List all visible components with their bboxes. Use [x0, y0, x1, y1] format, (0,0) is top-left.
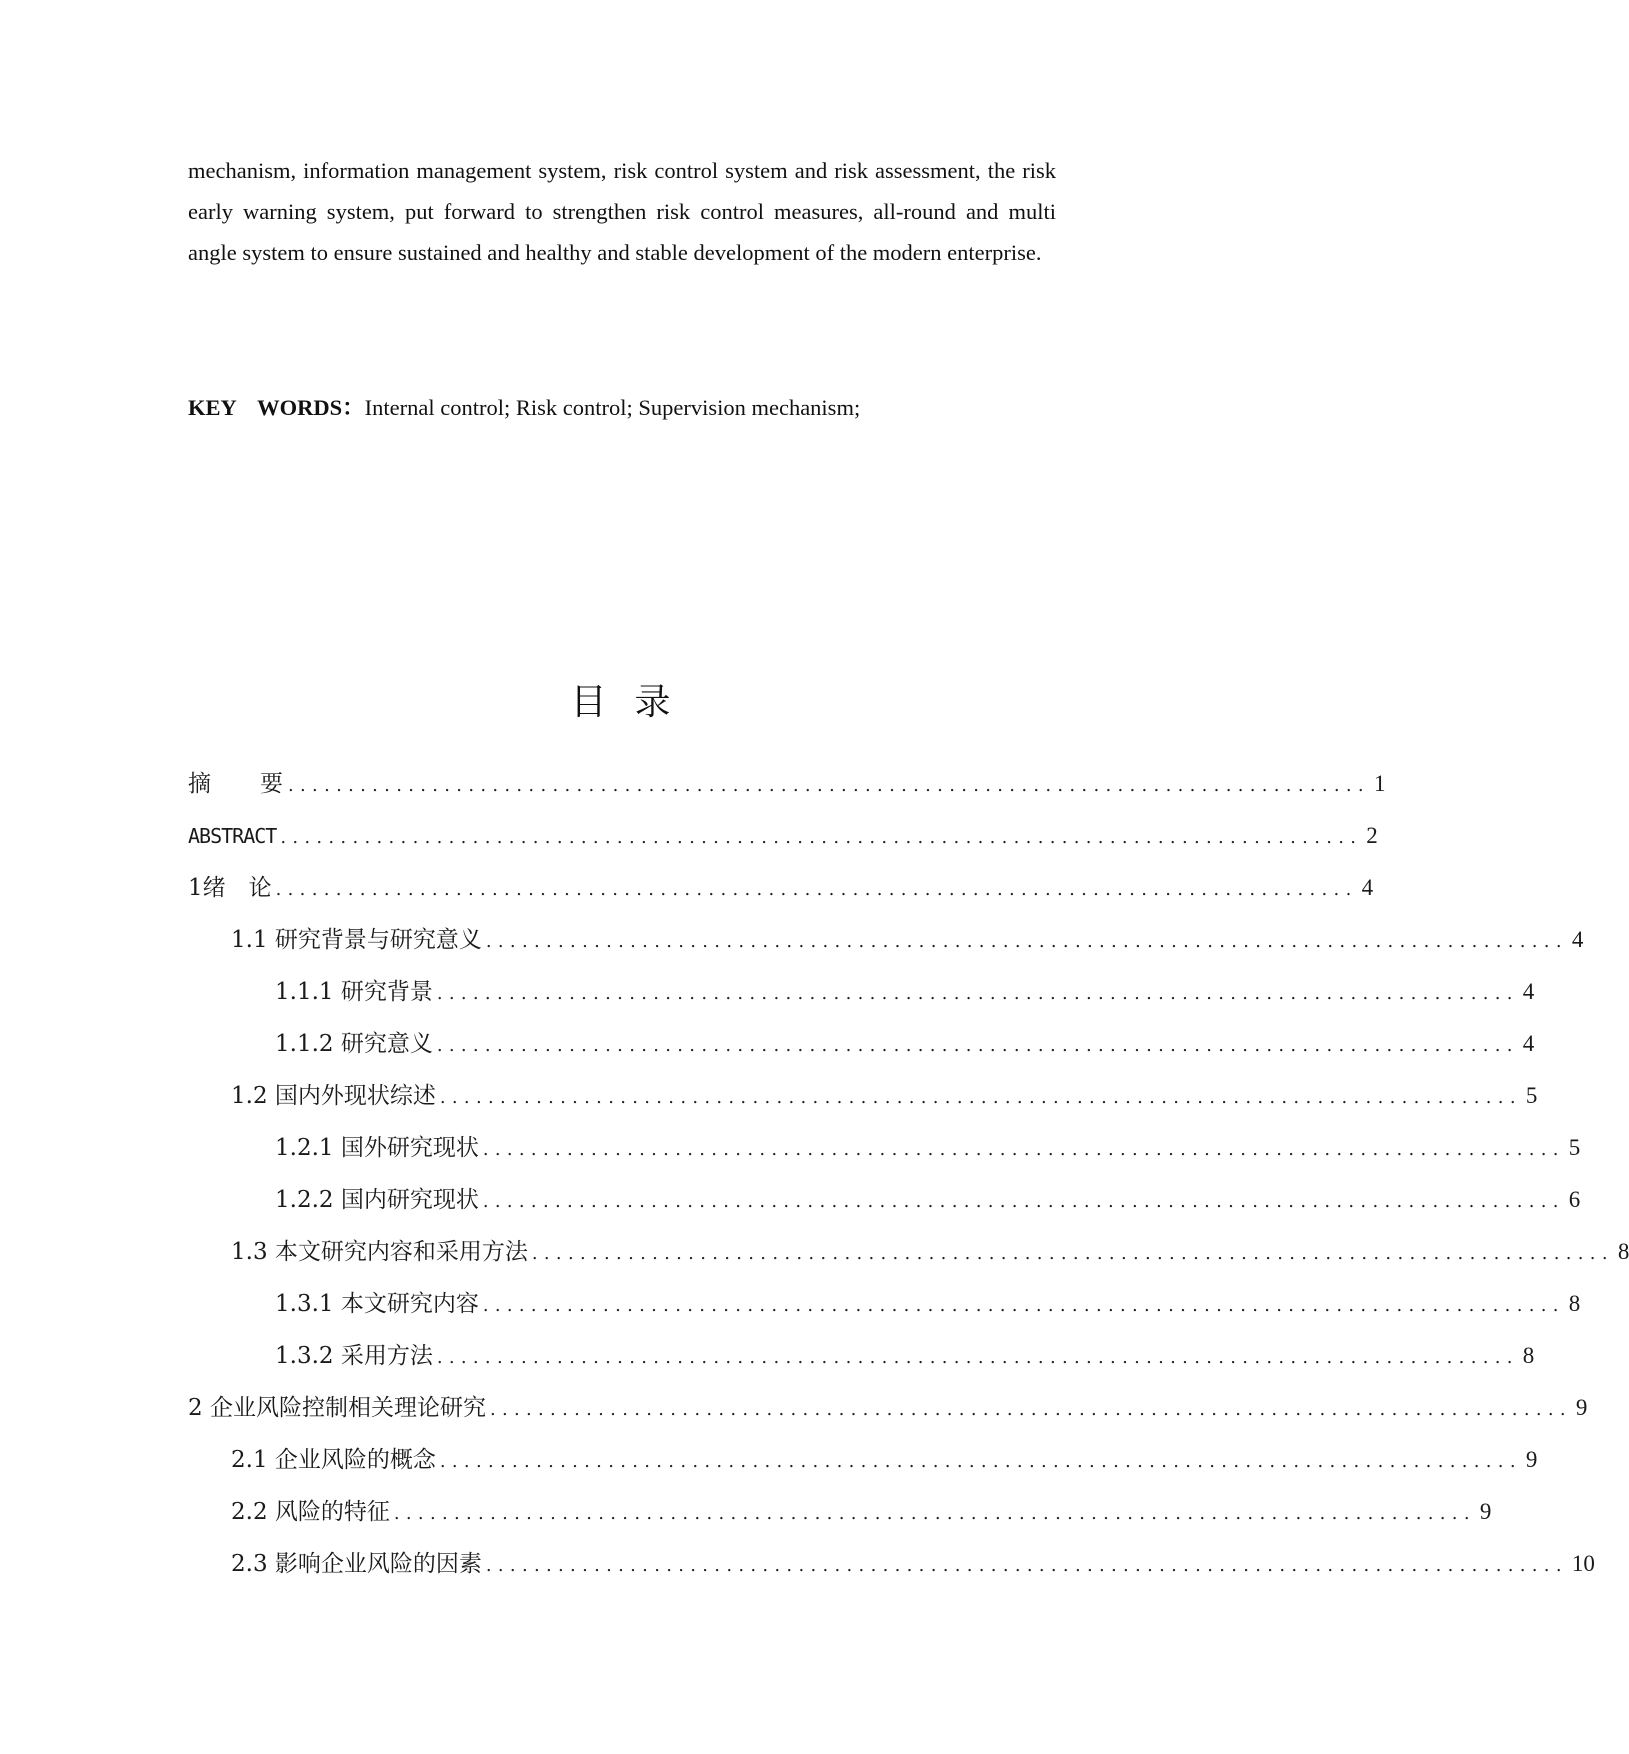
toc-dot-leader: ..........................................................................................: [482, 1191, 1565, 1212]
toc-dot-leader: ..........................................................................................: [482, 1295, 1565, 1316]
toc-entry[interactable]: [188, 1538, 1595, 1590]
toc-page-number: 8: [1617, 1239, 1629, 1264]
toc-entry[interactable]: [188, 1226, 1629, 1278]
toc-entry-text: 2 企业风险控制相关理论研究: [188, 1395, 486, 1421]
toc-page-number: 4: [1522, 979, 1535, 1004]
toc-entry-text: 1.2.2 国内研究现状: [275, 1187, 479, 1213]
toc-dot-leader: ..........................................................................................: [275, 879, 1358, 900]
abstract-body-text: mechanism, information management system, risk control system and risk assessment, the risk early warning system, put forward to strengthen risk control measures, all-round and multi angle system to ensure sustained and healthy and stable development of the modern enterprise.: [188, 158, 1056, 265]
toc-entry[interactable]: [188, 862, 1374, 914]
toc-page-number: 9: [1575, 1395, 1588, 1420]
toc-entry-text: 1.1 研究背景与研究意义: [231, 927, 482, 953]
toc-page-number: 1: [1373, 771, 1386, 796]
toc-dot-leader: ..........................................................................................: [439, 1087, 1522, 1108]
toc-entry-text: 1绪 论: [188, 875, 272, 901]
toc-page-number: 4: [1571, 927, 1584, 952]
toc-entry-text: 1.2 国内外现状综述: [231, 1083, 436, 1109]
toc-entry[interactable]: [188, 914, 1584, 966]
toc-dot-leader: ..........................................................................................: [280, 827, 1363, 848]
toc-entry[interactable]: [188, 1278, 1581, 1330]
keywords-text: Internal control; Risk control; Supervision mechanism;: [364, 395, 861, 420]
toc-dot-leader: ..........................................................................................: [439, 1451, 1522, 1472]
toc-entry-text: 1.3.1 本文研究内容: [275, 1291, 479, 1317]
toc-page-number: 10: [1571, 1551, 1595, 1576]
toc-entry[interactable]: [188, 1382, 1588, 1434]
toc-dot-leader: ..........................................................................................: [531, 1243, 1614, 1264]
toc-entry-text: 1.1.2 研究意义: [275, 1031, 433, 1057]
toc-entry[interactable]: [188, 1018, 1535, 1070]
toc-entry-text: 1.2.1 国外研究现状: [275, 1135, 479, 1161]
toc-dot-leader: ..........................................................................................: [393, 1503, 1476, 1524]
toc-entry-text: ABSTRACT: [188, 824, 277, 848]
toc-dot-leader: ..........................................................................................: [436, 983, 1519, 1004]
toc-entry-text: 1.1.1 研究背景: [275, 979, 433, 1005]
table-of-contents: [188, 758, 1629, 1590]
toc-page-number: 8: [1522, 1343, 1535, 1368]
toc-page-number: 5: [1525, 1083, 1538, 1108]
toc-page-number: 2: [1366, 823, 1378, 848]
toc-dot-leader: ..........................................................................................: [436, 1035, 1519, 1056]
toc-entry[interactable]: [188, 758, 1386, 810]
toc-entry[interactable]: [188, 1330, 1535, 1382]
toc-dot-leader: ..........................................................................................: [485, 931, 1568, 952]
toc-page-number: 9: [1479, 1499, 1492, 1524]
toc-entry-text: 2.2 风险的特征: [231, 1499, 390, 1525]
toc-entry[interactable]: [188, 1122, 1581, 1174]
toc-dot-leader: ..........................................................................................: [288, 775, 1370, 796]
toc-dot-leader: ..........................................................................................: [436, 1347, 1519, 1368]
toc-entry-text: 2.3 影响企业风险的因素: [231, 1551, 482, 1577]
toc-entry-text: 1.3 本文研究内容和采用方法: [231, 1239, 528, 1265]
toc-page-number: 6: [1568, 1187, 1581, 1212]
toc-dot-leader: ..........................................................................................: [482, 1139, 1565, 1160]
keywords-line: [188, 388, 1088, 428]
toc-title: 目录: [570, 682, 699, 723]
toc-entry-text: 摘 要: [188, 771, 284, 797]
toc-entry[interactable]: [188, 1174, 1581, 1226]
toc-page-number: 5: [1568, 1135, 1581, 1160]
toc-page-number: 8: [1568, 1291, 1581, 1316]
toc-entry[interactable]: [188, 1434, 1538, 1486]
keywords-label: KEY WORDS：: [188, 395, 365, 420]
toc-entry[interactable]: [188, 1486, 1492, 1538]
toc-page-number: 9: [1525, 1447, 1538, 1472]
toc-dot-leader: ..........................................................................................: [489, 1399, 1572, 1420]
toc-dot-leader: ..........................................................................................: [485, 1555, 1568, 1576]
toc-page-number: 4: [1522, 1031, 1535, 1056]
toc-page-number: 4: [1361, 875, 1374, 900]
toc-entry[interactable]: [188, 966, 1535, 1018]
toc-entry-text: 2.1 企业风险的概念: [231, 1447, 436, 1473]
toc-entry-text: 1.3.2 采用方法: [275, 1343, 433, 1369]
toc-entry[interactable]: [188, 1070, 1538, 1122]
toc-entry[interactable]: [188, 810, 1378, 862]
